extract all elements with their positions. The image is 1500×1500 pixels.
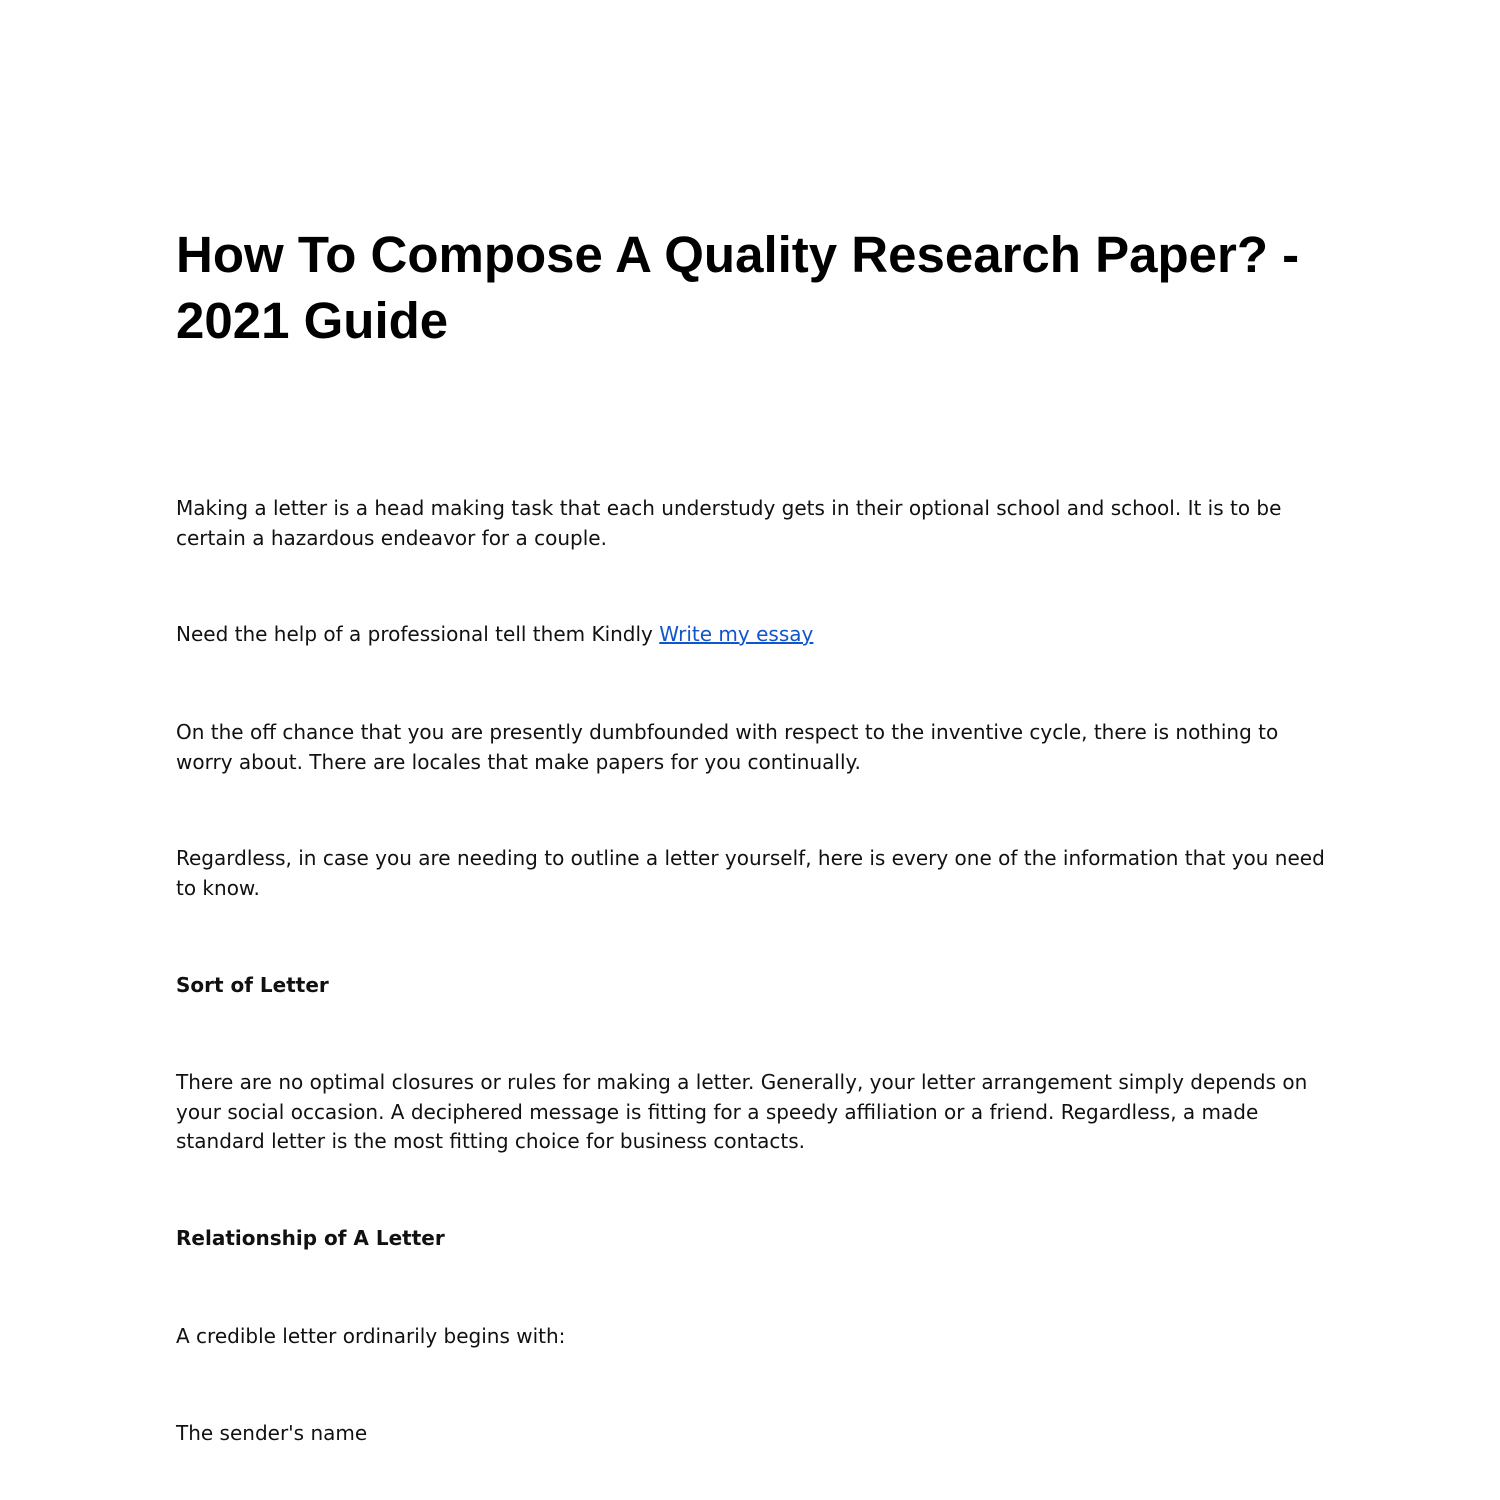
sort-of-letter-heading: Sort of Letter bbox=[176, 973, 329, 997]
off-chance-paragraph: On the off chance that you are presently dumbfounded with respect to the inventive cycle, there is nothing to worry about. There are locales that make papers for you continually. bbox=[176, 720, 1279, 774]
no-optimal-paragraph: There are no optimal closures or rules for making a letter. Generally, your letter arrangement simply depends on your social occasion. A deciphered message is fitting for a speedy affiliation or a friend. Regardless, a made standard letter is the most fitting choice for business contacts. bbox=[176, 1070, 1308, 1153]
document-title: How To Compose A Quality Research Paper? - 2021 Guide bbox=[176, 226, 1300, 349]
help-paragraph bbox=[176, 620, 1336, 650]
credible-paragraph: A credible letter ordinarily begins with: bbox=[176, 1324, 566, 1348]
relationship-heading: Relationship of A Letter bbox=[176, 1226, 445, 1250]
write-my-essay-link[interactable]: Write my essay bbox=[659, 622, 814, 646]
help-text: Need the help of a professional tell them Kindly bbox=[176, 622, 660, 646]
intro-paragraph: Making a letter is a head making task that each understudy gets in their optional school and school. It is to be certain a hazardous endeavor for a couple. bbox=[176, 496, 1282, 550]
sender-name-paragraph: The sender's name bbox=[176, 1421, 368, 1445]
regardless-paragraph: Regardless, in case you are needing to outline a letter yourself, here is every one of the information that you need to know. bbox=[176, 846, 1325, 900]
